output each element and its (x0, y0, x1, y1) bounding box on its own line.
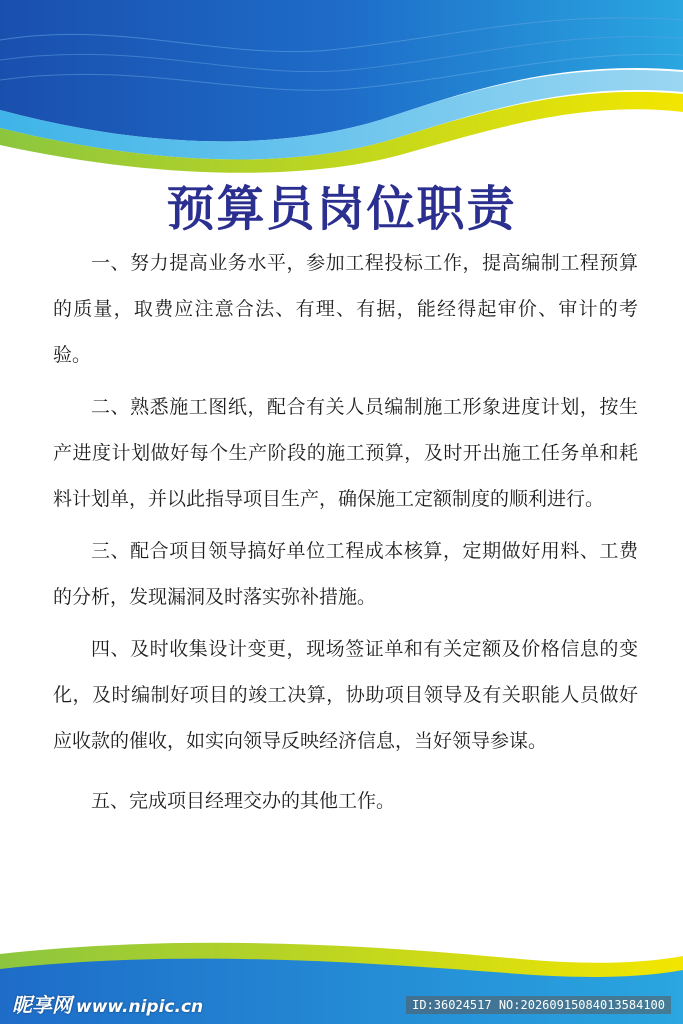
duty-paragraph: 三、配合项目领导搞好单位工程成本核算，定期做好用料、工费的分析，发现漏洞及时落实弥补措施。 (53, 540, 638, 608)
duty-paragraph: 一、努力提高业务水平，参加工程投标工作，提高编制工程预算的质量，取费应注意合法、有理、有据，能经得起审价、审计的考验。 (53, 252, 638, 366)
watermark-id: ID:36024517 NO:20260915084013584100 (406, 996, 671, 1014)
logo-text: 昵享网 (12, 993, 72, 1017)
watermark-url: www.nipic.cn (76, 997, 204, 1017)
duty-paragraph: 五、完成项目经理交办的其他工作。 (91, 790, 396, 812)
duty-paragraph: 二、熟悉施工图纸，配合有关人员编制施工形象进度计划，按生产进度计划做好每个生产阶段的施工预算，及时开出施工任务单和耗料计划单，并以此指导项目生产，确保施工定额制度的顺利进行。 (53, 396, 638, 510)
watermark-logo (12, 989, 203, 1018)
top-wave-decoration (0, 0, 683, 180)
duty-paragraph: 四、及时收集设计变更，现场签证单和有关定额及价格信息的变化，及时编制好项目的竣工决算，协助项目领导及有关职能人员做好应收款的催收，如实向领导反映经济信息，当好领导参谋。 (53, 638, 638, 752)
page-title: 预算员岗位职责 (166, 181, 517, 237)
duties-list (53, 240, 638, 830)
